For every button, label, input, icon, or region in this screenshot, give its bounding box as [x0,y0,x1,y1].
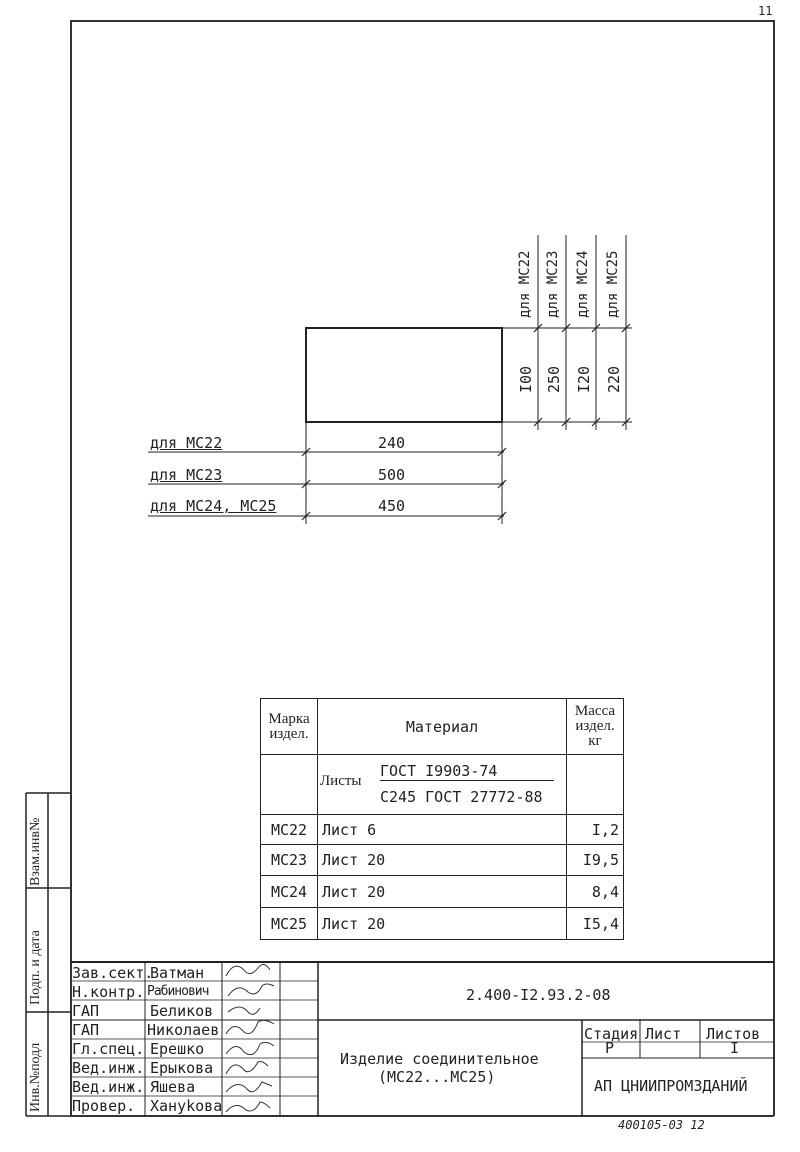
title-line1: Изделие соединительное [340,1050,539,1068]
footer-note: 400105-03 12 [618,1118,705,1132]
width-label-mc22: для МС22 [150,434,223,452]
width-value-mc23: 500 [378,466,406,484]
stage-label: Стадия [584,1025,639,1043]
table-row: МС23 Лист 20 I9,5 [261,845,624,876]
height-label-mc24: для МС24 [575,250,591,318]
height-label-mc22: для МС22 [517,250,533,318]
side-label-replacement: Взам.инв№ [28,817,43,886]
sheets-value: I [730,1039,740,1057]
title-line2: (МС22...МС25) [378,1068,496,1086]
table-row: МС25 Лист 20 I5,4 [261,908,624,940]
signatures [226,964,274,1112]
height-value-mc24: I20 [575,365,593,393]
sheets-label: Листов [706,1025,761,1043]
width-value-mc22: 240 [378,434,406,452]
table-row: МС22 Лист 6 I,2 [261,815,624,845]
height-value-mc23: 250 [545,365,563,393]
width-label-mc24-25: для МС24, МС25 [150,497,277,515]
doc-code: 2.400-I2.93.2-08 [466,986,611,1004]
table-row: МС24 Лист 20 8,4 [261,876,624,908]
width-value-mc24-25: 450 [378,497,406,515]
width-label-mc23: для МС23 [150,466,223,484]
header-material: Материал [318,699,567,755]
side-label-inventory: Инв.№подл [28,1042,43,1112]
height-value-mc22: I00 [517,365,535,393]
stage-value: Р [605,1039,615,1057]
header-mass: Масса издел. кг [567,699,624,755]
sheet-label: Лист [645,1025,682,1043]
material-gost: Листы ГОСТ I9903-74 С245 ГОСТ 27772-88 [318,755,567,815]
height-value-mc25: 220 [605,365,623,393]
height-label-mc23: для МС23 [545,250,561,318]
header-mark: Марка издел. [261,699,318,755]
organization: АП ЦНИИПРОМЗДАНИЙ [594,1077,748,1095]
corner-mark: 11 [758,4,773,18]
side-label-signature-date: Подп. и дата [28,930,43,1005]
height-label-mc25: для МС25 [605,250,621,318]
